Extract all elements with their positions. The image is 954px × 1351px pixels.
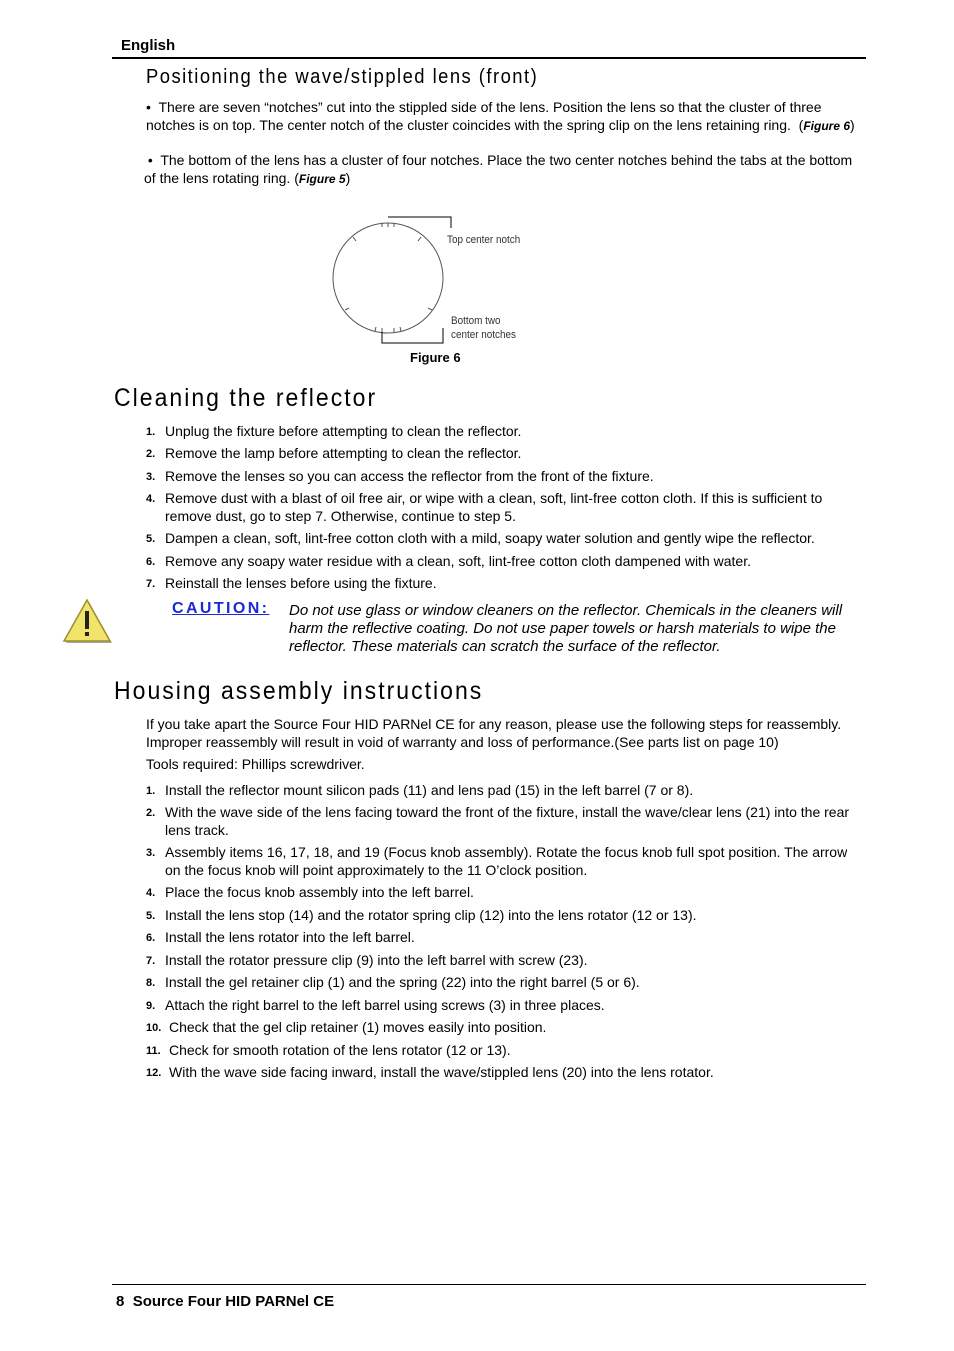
list-item xyxy=(146,951,866,969)
header-rule xyxy=(112,57,866,59)
step-text: With the wave side facing inward, install the wave/stippled lens (20) into the lens rotator. xyxy=(169,1064,714,1080)
warning-icon xyxy=(62,597,112,645)
step-text: Install the rotator pressure clip (9) into the left barrel with screw (23). xyxy=(165,952,588,968)
list-item xyxy=(146,803,866,839)
footer-text xyxy=(116,1293,334,1310)
step-number: 11. xyxy=(146,1045,161,1057)
label-bottom-notches-2: center notches xyxy=(451,329,516,341)
step-number: 3. xyxy=(146,847,156,859)
section-title-positioning: Positioning the wave/stippled lens (front) xyxy=(146,66,539,88)
step-number: 5. xyxy=(146,910,156,922)
footer-doc-title: Source Four HID PARNel CE xyxy=(132,1293,335,1310)
step-number: 4. xyxy=(146,887,156,899)
step-text: Reinstall the lenses before using the fixture. xyxy=(165,575,437,591)
top-leader-line xyxy=(388,217,451,228)
lens-notches xyxy=(345,223,432,332)
list-item xyxy=(146,928,866,946)
tools-required: Tools required: Phillips screwdriver. xyxy=(146,756,365,772)
step-number: 3. xyxy=(146,471,156,483)
step-text: Install the lens stop (14) and the rotator spring clip (12) into the lens rotator (12 or 13). xyxy=(165,907,697,923)
list-item xyxy=(146,1041,866,1059)
step-number: 4. xyxy=(146,493,156,505)
step-number: 2. xyxy=(146,807,156,819)
caution-text: Do not use glass or window cleaners on the reflector. Chemicals in the cleaners will harm the reflective coating. Do not use paper towels or harsh materials to wipe the reflector. These materials can scratch the surface of the reflector. xyxy=(289,602,843,655)
bullet-1-text: There are seven “notches” cut into the stippled side of the lens. Position the lens so that the cluster of three notches is on top. The center notch of the cluster coincides with the spring clip on the lens retaining ring. xyxy=(146,99,822,133)
step-number: 6. xyxy=(146,932,156,944)
caution-label: CAUTION: xyxy=(172,600,270,617)
step-number: 8. xyxy=(146,977,156,989)
section-title-housing: Housing assembly instructions xyxy=(114,677,484,705)
step-text: Remove dust with a blast of oil free air, or wipe with a clean, soft, lint-free cotton cloth. If this is sufficient to remove dust, go to step 7. Otherwise, continue to step 5. xyxy=(165,490,823,524)
list-item xyxy=(146,574,866,592)
list-item xyxy=(146,444,866,462)
step-text: With the wave side of the lens facing toward the front of the fixture, install the wave/clear lens (21) into the rear lens track. xyxy=(165,804,850,838)
step-number: 5. xyxy=(146,533,156,545)
figure-6-ref[interactable]: Figure 6 xyxy=(803,119,851,133)
list-item xyxy=(146,552,866,570)
step-text: Install the reflector mount silicon pads (11) and lens pad (15) in the left barrel (7 or 8). xyxy=(165,782,694,798)
step-text: Assembly items 16, 17, 18, and 19 (Focus knob assembly). Rotate the focus knob full spot position. The arrow on the focus knob will point approximately to the 11 O’clock position. xyxy=(165,844,848,878)
list-item xyxy=(146,906,866,924)
step-number: 1. xyxy=(146,785,156,797)
lens-notch-diagram xyxy=(325,210,555,350)
bottom-leader-line xyxy=(382,328,443,343)
step-number: 7. xyxy=(146,578,156,590)
list-item xyxy=(146,1018,866,1036)
page-number: 8 xyxy=(116,1293,125,1310)
step-text: Remove the lamp before attempting to clean the reflector. xyxy=(165,445,522,461)
step-number: 10. xyxy=(146,1022,162,1034)
list-item xyxy=(146,883,866,901)
list-item xyxy=(146,973,866,991)
step-text: Unplug the fixture before attempting to clean the reflector. xyxy=(165,423,522,439)
header-language: English xyxy=(121,37,176,54)
step-text: Install the gel retainer clip (1) and the spring (22) into the right barrel (5 or 6). xyxy=(165,974,640,990)
list-item xyxy=(146,781,866,799)
step-text: Remove any soapy water residue with a clean, soft, lint-free cotton cloth dampened with water. xyxy=(165,553,751,569)
step-number: 7. xyxy=(146,955,156,967)
figure-caption: Figure 6 xyxy=(410,350,461,365)
list-item xyxy=(146,996,866,1014)
step-number: 6. xyxy=(146,556,156,568)
list-item xyxy=(146,489,866,525)
step-number: 2. xyxy=(146,448,156,460)
step-number: 12. xyxy=(146,1067,162,1079)
bullet-paragraph-1: • There are seven “notches” cut into the stippled side of the lens. Position the lens so that the cluster of three notches is on top. The center notch of the cluster coincides with the spring clip on the lens retaining ring. (Figure 6) xyxy=(146,99,855,133)
step-number: 9. xyxy=(146,1000,156,1012)
step-text: Check that the gel clip retainer (1) moves easily into position. xyxy=(169,1019,547,1035)
step-text: Attach the right barrel to the left barrel using screws (3) in three places. xyxy=(165,997,605,1013)
footer-rule xyxy=(112,1284,866,1285)
figure-5-ref[interactable]: Figure 5 xyxy=(298,172,346,186)
list-item xyxy=(146,529,866,547)
housing-intro: If you take apart the Source Four HID PARNel CE for any reason, please use the following steps for reassembly. Improper reassembly will result in void of warranty and loss of performance.(See parts list on page 10) xyxy=(146,716,842,750)
label-bottom-notches-1: Bottom two xyxy=(451,315,501,327)
bullet-paragraph-2: • The bottom of the lens has a cluster of four notches. Place the two center notches behind the tabs at the bottom of the lens rotating ring. (Figure 5) xyxy=(144,152,853,186)
step-text: Remove the lenses so you can access the reflector from the front of the fixture. xyxy=(165,468,654,484)
step-text: Dampen a clean, soft, lint-free cotton cloth with a mild, soapy water solution and gently wipe the reflector. xyxy=(165,530,815,546)
label-top-center-notch: Top center notch xyxy=(447,234,521,246)
section-title-cleaning: Cleaning the reflector xyxy=(114,384,378,412)
bullet-2-text: The bottom of the lens has a cluster of four notches. Place the two center notches behind the tabs at the bottom of the lens rotating ring. xyxy=(144,152,853,186)
list-item xyxy=(146,1063,866,1081)
list-item xyxy=(146,843,866,879)
lens-outline xyxy=(333,223,443,333)
step-text: Place the focus knob assembly into the left barrel. xyxy=(165,884,474,900)
step-number: 1. xyxy=(146,426,156,438)
list-item xyxy=(146,467,866,485)
step-text: Check for smooth rotation of the lens rotator (12 or 13). xyxy=(169,1042,511,1058)
step-text: Install the lens rotator into the left barrel. xyxy=(165,929,415,945)
list-item xyxy=(146,422,866,440)
